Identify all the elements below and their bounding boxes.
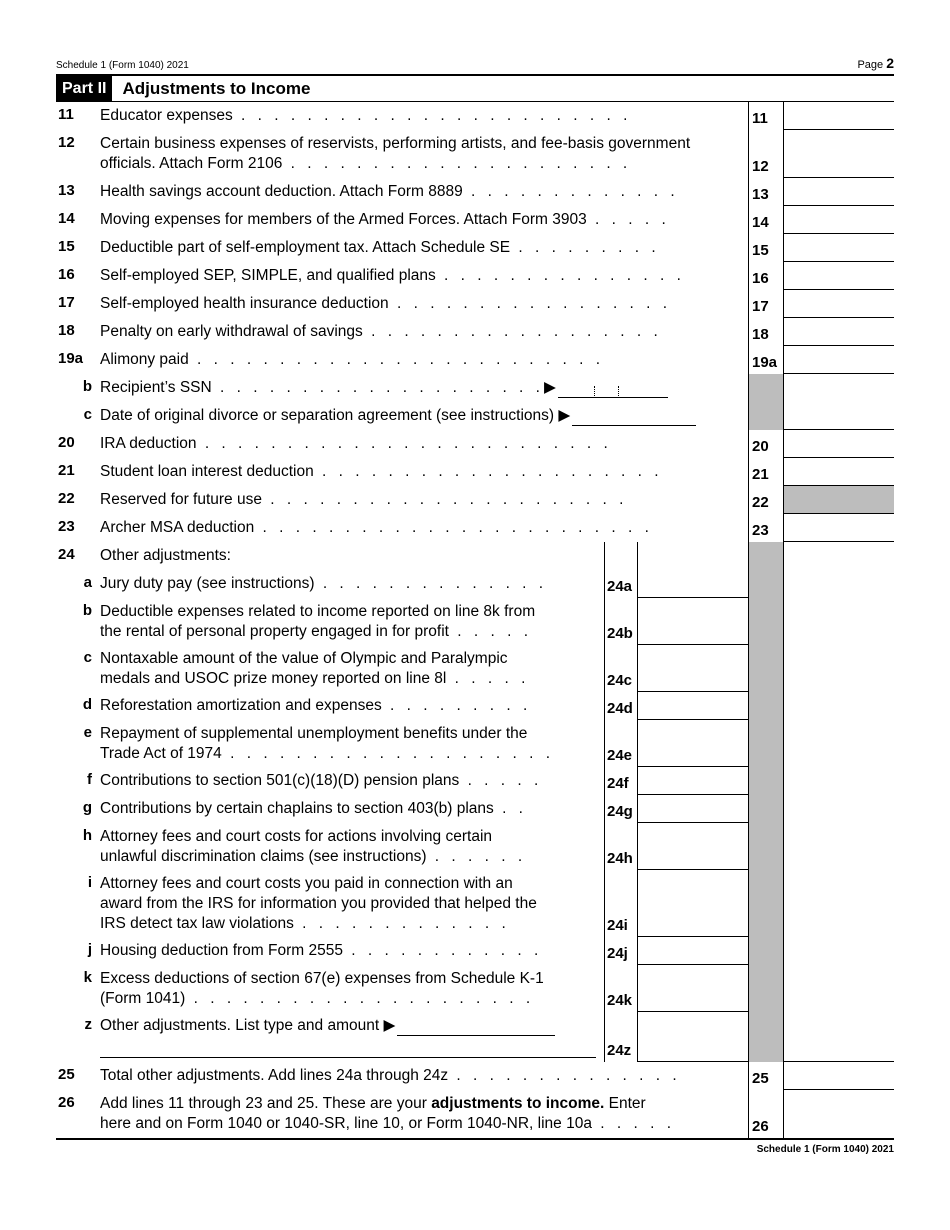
inner-box-number: 24i bbox=[604, 870, 638, 937]
line-24i bbox=[56, 870, 894, 937]
divorce-date-input[interactable] bbox=[572, 412, 696, 426]
line-17 bbox=[56, 290, 894, 318]
empty-amount bbox=[784, 692, 894, 720]
box-number-shaded bbox=[748, 692, 784, 720]
list-line[interactable] bbox=[100, 1057, 596, 1058]
line-number: 13 bbox=[58, 182, 75, 199]
line-19c bbox=[56, 402, 894, 430]
line-23 bbox=[56, 514, 894, 542]
box-number: 22 bbox=[748, 486, 784, 514]
page-header bbox=[56, 54, 894, 74]
line-24f bbox=[56, 767, 894, 795]
line-desc: Student loan interest deduction . . . . . . . . . . . . . . . . . . . . . bbox=[100, 463, 663, 480]
empty-amount bbox=[784, 795, 894, 823]
amount-field-24z[interactable] bbox=[638, 1012, 748, 1062]
line-letter: f bbox=[87, 771, 92, 788]
empty-amount bbox=[784, 570, 894, 598]
line-19b bbox=[56, 374, 894, 402]
line-19a bbox=[56, 346, 894, 374]
page-indicator: Page 2 bbox=[857, 55, 894, 71]
line-desc: Housing deduction from Form 2555 . . . . . . . . . . . . bbox=[100, 942, 543, 959]
line-number: 14 bbox=[58, 210, 75, 227]
box-number: 13 bbox=[748, 178, 784, 206]
line-26 bbox=[56, 1090, 894, 1138]
amount-field-24d[interactable] bbox=[638, 692, 748, 720]
empty-amount bbox=[784, 598, 894, 645]
line-desc: Other adjustments: bbox=[100, 547, 231, 564]
part-label: Part II bbox=[56, 76, 112, 102]
empty-amount bbox=[784, 374, 894, 402]
amount-field-26[interactable] bbox=[784, 1090, 894, 1138]
line-12 bbox=[56, 130, 894, 178]
line-desc: IRA deduction . . . . . . . . . . . . . . . . . . . . . . . . . bbox=[100, 435, 612, 452]
empty-amount bbox=[784, 720, 894, 767]
line-letter: j bbox=[87, 941, 92, 958]
line-number: 25 bbox=[58, 1066, 75, 1083]
line-desc: Attorney fees and court costs for actions involving certain unlawful discrimination claims (see instructions) . . . . . . bbox=[100, 828, 527, 865]
line-desc: Contributions to section 501(c)(18)(D) pension plans . . . . . bbox=[100, 772, 543, 789]
line-letter: k bbox=[83, 969, 92, 986]
line-24b bbox=[56, 598, 894, 645]
amount-field-20[interactable] bbox=[784, 430, 894, 458]
part-header bbox=[56, 74, 894, 102]
box-number: 26 bbox=[748, 1090, 784, 1138]
ssn-input[interactable] bbox=[558, 384, 668, 398]
line-13 bbox=[56, 178, 894, 206]
amount-field-13[interactable] bbox=[784, 178, 894, 206]
page-footer: Schedule 1 (Form 1040) 2021 bbox=[56, 1138, 894, 1155]
box-number: 16 bbox=[748, 262, 784, 290]
line-24e bbox=[56, 720, 894, 767]
amount-field-24j[interactable] bbox=[638, 937, 748, 965]
line-letter: d bbox=[82, 696, 92, 713]
line-number: 23 bbox=[58, 518, 75, 535]
line-desc: Date of original divorce or separation agreement (see instructions) ▶ bbox=[100, 402, 748, 430]
line-desc: Alimony paid . . . . . . . . . . . . . . . . . . . . . . . . . bbox=[100, 351, 605, 368]
inner-amount-blank bbox=[638, 542, 748, 570]
line-desc: Self-employed health insurance deduction . . . . . . . . . . . . . . . . . bbox=[100, 295, 672, 312]
amount-field-24f[interactable] bbox=[638, 767, 748, 795]
amount-field-12[interactable] bbox=[784, 130, 894, 178]
line-number: 11 bbox=[58, 106, 74, 123]
amount-field-24g[interactable] bbox=[638, 795, 748, 823]
form-title: Schedule 1 (Form 1040) 2021 bbox=[56, 60, 189, 71]
line-number: 24 bbox=[58, 546, 75, 563]
line-desc: Penalty on early withdrawal of savings . . . . . . . . . . . . . . . . . . bbox=[100, 323, 662, 340]
line-24c bbox=[56, 645, 894, 692]
box-number: 21 bbox=[748, 458, 784, 486]
box-number: 11 bbox=[748, 102, 784, 130]
line-letter: z bbox=[84, 1016, 92, 1033]
amount-field-11[interactable] bbox=[784, 102, 894, 130]
line-desc: Certain business expenses of reservists, performing artists, and fee-basis government officials. Attach Form 2106 . . . . . . . . . . . . . . . . . . . . . bbox=[100, 135, 691, 172]
line-24 bbox=[56, 542, 894, 570]
empty-amount bbox=[784, 965, 894, 1012]
line-desc: Educator expenses . . . . . . . . . . . . . . . . . . . . . . . . bbox=[100, 107, 632, 124]
other-adjustments-type-input[interactable] bbox=[397, 1022, 555, 1036]
line-number: 15 bbox=[58, 238, 75, 255]
empty-amount bbox=[784, 937, 894, 965]
box-number-shaded bbox=[748, 870, 784, 937]
line-desc: Archer MSA deduction . . . . . . . . . . . . . . . . . . . . . . . . bbox=[100, 519, 653, 536]
empty-amount bbox=[784, 1012, 894, 1062]
line-number: 26 bbox=[58, 1094, 75, 1111]
inner-box-number: 24g bbox=[604, 795, 638, 823]
line-desc: Recipient’s SSN . . . . . . . . . . . . . . . . . . . .▶ bbox=[100, 374, 748, 402]
box-number-shaded bbox=[748, 570, 784, 598]
amount-field-22-reserved bbox=[784, 486, 894, 514]
box-number: 25 bbox=[748, 1062, 784, 1090]
amount-field-16[interactable] bbox=[784, 262, 894, 290]
empty-amount bbox=[784, 767, 894, 795]
line-letter: e bbox=[83, 724, 92, 741]
amount-field-24e[interactable] bbox=[638, 720, 748, 767]
line-desc: Add lines 11 through 23 and 25. These are your adjustments to income. Enter here and on Form 1040 or 1040-SR, line 10, or Form 1040-NR, line 10a . . . . . bbox=[100, 1095, 676, 1132]
box-number-shaded bbox=[748, 598, 784, 645]
line-letter: i bbox=[87, 874, 92, 891]
line-desc: Health savings account deduction. Attach Form 8889 . . . . . . . . . . . . . bbox=[100, 183, 679, 200]
line-24z bbox=[56, 1012, 894, 1062]
line-number: 16 bbox=[58, 266, 75, 283]
line-desc: Contributions by certain chaplains to section 403(b) plans . . bbox=[100, 800, 527, 817]
line-number: 22 bbox=[58, 490, 75, 507]
box-number-shaded bbox=[748, 402, 784, 430]
form-page bbox=[56, 54, 894, 1155]
amount-field-24h[interactable] bbox=[638, 823, 748, 870]
part-title: Adjustments to Income bbox=[122, 78, 311, 98]
line-desc: Nontaxable amount of the value of Olympic and Paralympic medals and USOC prize money reported on line 8l . . . . . bbox=[100, 650, 530, 687]
empty-amount bbox=[784, 542, 894, 570]
inner-box-number: 24a bbox=[604, 570, 638, 598]
arrow-icon: ▶ bbox=[383, 1017, 396, 1034]
box-number-shaded bbox=[748, 767, 784, 795]
box-number-shaded bbox=[748, 542, 784, 570]
empty-amount bbox=[784, 823, 894, 870]
amount-field-21[interactable] bbox=[784, 458, 894, 486]
inner-box-number: 24k bbox=[604, 965, 638, 1012]
line-desc: Reserved for future use . . . . . . . . . . . . . . . . . . . . . . bbox=[100, 491, 628, 508]
inner-box-number: 24e bbox=[604, 720, 638, 767]
amount-field-24c[interactable] bbox=[638, 645, 748, 692]
box-number-shaded bbox=[748, 965, 784, 1012]
line-desc: Excess deductions of section 67(e) expenses from Schedule K-1 (Form 1041) . . . . . . . . . . . . . . . . . . . . . bbox=[100, 970, 544, 1007]
line-22 bbox=[56, 486, 894, 514]
amount-field-24k[interactable] bbox=[638, 965, 748, 1012]
line-number: 12 bbox=[58, 134, 75, 151]
inner-box-number: 24b bbox=[604, 598, 638, 645]
line-desc: Deductible part of self-employment tax. Attach Schedule SE . . . . . . . . . bbox=[100, 239, 660, 256]
line-letter: c bbox=[83, 649, 92, 666]
line-desc: Other adjustments. List type and amount ▶ bbox=[100, 1012, 604, 1062]
amount-field-19a[interactable] bbox=[784, 346, 894, 374]
amount-field-18[interactable] bbox=[784, 318, 894, 346]
box-number: 15 bbox=[748, 234, 784, 262]
box-number-shaded bbox=[748, 937, 784, 965]
line-letter: g bbox=[82, 799, 92, 816]
line-11 bbox=[56, 102, 894, 130]
inner-box-number: 24j bbox=[604, 937, 638, 965]
inner-box-number: 24z bbox=[604, 1012, 638, 1062]
box-number: 20 bbox=[748, 430, 784, 458]
box-number-shaded bbox=[748, 720, 784, 767]
line-letter: b bbox=[82, 602, 92, 619]
amount-field-14[interactable] bbox=[784, 206, 894, 234]
inner-box-number: 24f bbox=[604, 767, 638, 795]
amount-field-25[interactable] bbox=[784, 1062, 894, 1090]
line-21 bbox=[56, 458, 894, 486]
line-24j bbox=[56, 937, 894, 965]
amount-field-23[interactable] bbox=[784, 514, 894, 542]
line-desc: Attorney fees and court costs you paid in connection with an award from the IRS for information you provided that helped the IRS detect tax law violations . . . . . . . . . . . . . bbox=[100, 875, 537, 932]
line-16 bbox=[56, 262, 894, 290]
line-24k bbox=[56, 965, 894, 1012]
box-number-shaded bbox=[748, 374, 784, 402]
amount-field-24i[interactable] bbox=[638, 870, 748, 937]
line-24h bbox=[56, 823, 894, 870]
page-number: 2 bbox=[886, 55, 894, 71]
line-number: 20 bbox=[58, 434, 75, 451]
inner-box-number: 24d bbox=[604, 692, 638, 720]
line-number: 19a bbox=[58, 350, 84, 367]
inner-box-number: 24c bbox=[604, 645, 638, 692]
empty-amount bbox=[784, 402, 894, 430]
line-desc: Moving expenses for members of the Armed Forces. Attach Form 3903 . . . . . bbox=[100, 211, 670, 228]
line-letter: a bbox=[83, 574, 92, 591]
box-number: 17 bbox=[748, 290, 784, 318]
line-24g bbox=[56, 795, 894, 823]
line-letter: c bbox=[83, 406, 92, 423]
line-desc: Jury duty pay (see instructions) . . . . . . . . . . . . . . bbox=[100, 575, 548, 592]
line-desc: Deductible expenses related to income reported on line 8k from the rental of personal property engaged in for profit . . . . . bbox=[100, 603, 536, 640]
line-number: 17 bbox=[58, 294, 75, 311]
line-letter: b bbox=[82, 378, 92, 395]
box-number: 12 bbox=[748, 130, 784, 178]
arrow-icon: ▶ bbox=[558, 407, 571, 424]
empty-amount bbox=[784, 645, 894, 692]
line-desc: Self-employed SEP, SIMPLE, and qualified plans . . . . . . . . . . . . . . . bbox=[100, 267, 685, 284]
inner-box-blank bbox=[604, 542, 638, 570]
line-25 bbox=[56, 1062, 894, 1090]
box-number: 19a bbox=[748, 346, 784, 374]
amount-field-15[interactable] bbox=[784, 234, 894, 262]
box-number-shaded bbox=[748, 1012, 784, 1062]
empty-amount bbox=[784, 870, 894, 937]
box-number-shaded bbox=[748, 823, 784, 870]
line-20 bbox=[56, 430, 894, 458]
line-18 bbox=[56, 318, 894, 346]
amount-field-24a[interactable] bbox=[638, 570, 748, 598]
line-15 bbox=[56, 234, 894, 262]
line-desc: Total other adjustments. Add lines 24a through 24z . . . . . . . . . . . . . . bbox=[100, 1067, 681, 1084]
line-letter: h bbox=[82, 827, 92, 844]
line-desc: Repayment of supplemental unemployment benefits under the Trade Act of 1974 . . . . . . . . . . . . . . . . . . . . bbox=[100, 725, 555, 762]
line-number: 21 bbox=[58, 462, 75, 479]
line-desc: Reforestation amortization and expenses . . . . . . . . . bbox=[100, 697, 532, 714]
line-24d bbox=[56, 692, 894, 720]
box-number: 23 bbox=[748, 514, 784, 542]
box-number-shaded bbox=[748, 795, 784, 823]
line-24a bbox=[56, 570, 894, 598]
amount-field-17[interactable] bbox=[784, 290, 894, 318]
amount-field-24b[interactable] bbox=[638, 598, 748, 645]
arrow-icon: ▶ bbox=[543, 379, 556, 396]
line-14 bbox=[56, 206, 894, 234]
box-number-shaded bbox=[748, 645, 784, 692]
box-number: 14 bbox=[748, 206, 784, 234]
line-number: 18 bbox=[58, 322, 75, 339]
box-number: 18 bbox=[748, 318, 784, 346]
inner-box-number: 24h bbox=[604, 823, 638, 870]
